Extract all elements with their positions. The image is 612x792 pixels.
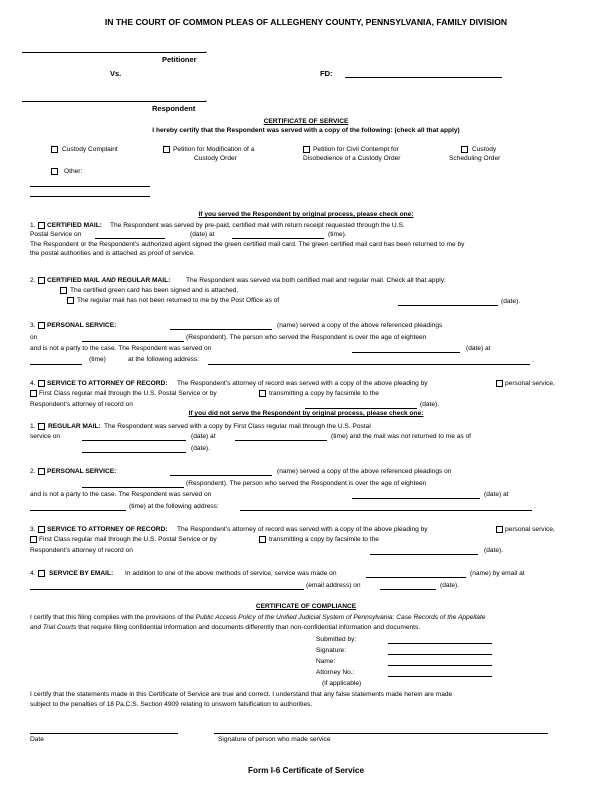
regular-mail-title: REGULAR MAIL: — [48, 423, 101, 430]
r2-date-at: (date) at — [484, 491, 509, 498]
personal-service-checkbox[interactable] — [38, 322, 45, 329]
s3-text-a: (name) served a copy of the above referenced pleadings — [277, 322, 443, 329]
r2-address-line[interactable] — [240, 510, 532, 511]
contempt-checkbox[interactable] — [303, 146, 310, 153]
s1-date-at: (date) at — [190, 231, 215, 238]
r2-text-b: (Respondent). The person who served the Respondent is over the age of eighteen — [186, 480, 427, 487]
s1-time-line[interactable] — [232, 238, 324, 239]
attorney-no-line[interactable] — [388, 676, 492, 677]
scheduling-order-checkbox[interactable] — [461, 146, 468, 153]
r3-attorney-title: SERVICE TO ATTORNEY OF RECORD: — [47, 526, 168, 533]
r3-first-class-label: First Class regular mail through the U.S. Postal Service or by — [39, 536, 217, 543]
r2-date-line[interactable] — [352, 498, 480, 499]
s3-on: on — [30, 334, 38, 341]
custody-complaint-checkbox[interactable] — [51, 146, 58, 153]
s1-text-4: the postal authorities and is attached as proof of service. — [30, 250, 195, 257]
r2-personal-service-checkbox[interactable] — [38, 468, 45, 475]
s3-time-line[interactable] — [30, 364, 82, 365]
r3-first-class-checkbox[interactable] — [30, 536, 37, 543]
r3-personal-checkbox[interactable] — [496, 526, 503, 533]
r4-name-label: (name) by email at — [470, 570, 525, 577]
certificate-intro: I hereby certify that the Respondent was served with a copy of the following: (check all that apply) — [152, 127, 460, 134]
compliance-line-1: I certify that this filing complies with the provisions of the Public Access Policy of the Unified Judicial System of Pennsylvania: Case Records of the Appellate — [30, 614, 486, 621]
respondent-label: Respondent — [152, 104, 196, 113]
s4-fax-checkbox[interactable] — [259, 390, 266, 397]
caption-comma-1: , — [205, 45, 208, 54]
s1-postal-on: Postal Service on — [30, 231, 82, 238]
final-statement-1: I certify that the statements made in this Certificate of Service are true and correct. I understand that any false statements made herein are made — [30, 691, 453, 698]
s4-number: 4. — [30, 380, 36, 387]
r1-service-on: service on — [30, 433, 61, 440]
s1-time: (time). — [328, 231, 347, 238]
s1-text-1: The Respondent was served by pre-paid, certified mail with return receipt requested through the U.S. — [110, 222, 405, 229]
s3-address-line[interactable] — [208, 364, 530, 365]
s3-name-line[interactable] — [170, 329, 272, 330]
r3-text-3: Respondent’s attorney of record on — [30, 547, 133, 554]
r1-date2-label: (date). — [191, 445, 211, 452]
other-line-1[interactable] — [30, 186, 150, 187]
r3-fax-checkbox[interactable] — [259, 536, 266, 543]
r1-date-at: (date) at — [191, 433, 216, 440]
regular-mail-checkbox[interactable] — [38, 423, 45, 430]
modification-label-2: Custody Order — [194, 155, 237, 162]
signature-line[interactable] — [388, 654, 492, 655]
s1-number: 1. — [30, 222, 36, 229]
submitted-by-line[interactable] — [388, 643, 492, 644]
r3-attorney-checkbox[interactable] — [38, 526, 45, 533]
s2-text: The Respondent was served via both certified mail and regular mail. Check all that apply: — [186, 277, 446, 284]
caption-comma-2: , — [205, 94, 208, 103]
s4-personal-label: personal service, — [505, 380, 555, 387]
s3-date-at: (date) at — [466, 345, 491, 352]
r2-time-line[interactable] — [30, 510, 126, 511]
compliance-title: CERTIFICATE OF COMPLIANCE — [255, 603, 357, 610]
r1-text: The Respondent was served with a copy by First Class regular mail through the U.S. Postal — [104, 423, 371, 430]
contempt-label-2: Disobedience of a Custody Order — [303, 155, 401, 162]
r2-name-line[interactable] — [170, 475, 272, 476]
s4-text-3: Respondent’s attorney of record on — [30, 401, 133, 408]
respondent-line[interactable] — [22, 101, 206, 102]
r2-respondent-line[interactable] — [82, 487, 184, 488]
s3-date-line[interactable] — [352, 352, 460, 353]
r4-email-line[interactable] — [30, 589, 304, 590]
s1-date-line[interactable] — [95, 238, 165, 239]
original-process-heading: If you served the Respondent by original process, please check one: — [198, 211, 414, 218]
r3-fax-label: transmitting a copy by facsimile to the — [269, 536, 379, 543]
r3-text: The Respondent’s attorney of record was served with a copy of the above pleading by — [177, 526, 428, 533]
fd-number-line[interactable] — [345, 77, 502, 78]
r1-number: 1. — [30, 423, 36, 430]
r4-date-label: (date). — [440, 582, 460, 589]
r1-date2-line[interactable] — [82, 452, 186, 453]
s3-address-label: at the following address: — [128, 356, 200, 363]
r3-date-label: (date). — [484, 547, 504, 554]
other-label: Other: — [64, 168, 83, 175]
s4-date-label: (date). — [420, 401, 440, 408]
r4-number: 4. — [30, 570, 36, 577]
attorney-service-title: SERVICE TO ATTORNEY OF RECORD: — [47, 380, 168, 387]
certificate-title: CERTIFICATE OF SERVICE — [263, 118, 349, 125]
certified-regular-title: CERTIFIED MAIL AND REGULAR MAIL: — [47, 277, 171, 284]
contempt-label-1: Petition for Civil Contempt for — [313, 146, 399, 153]
s4-date-line[interactable] — [305, 408, 417, 409]
r1-date-line[interactable] — [82, 440, 186, 441]
r1-tail: (time) and the mail was not returned to me as of — [331, 433, 471, 440]
s3-time: (time) — [89, 356, 106, 363]
r4-text: In addition to one of the above methods of service, service was made on — [125, 570, 337, 577]
r4-name-line[interactable] — [366, 577, 466, 578]
s3-address-dot: . — [532, 357, 534, 364]
court-title: IN THE COURT OF COMMON PLEAS OF ALLEGHENY COUNTY, PENNSYLVANIA, FAMILY DIVISION — [104, 17, 508, 27]
modification-checkbox[interactable] — [163, 146, 170, 153]
r4-date-line[interactable] — [380, 589, 436, 590]
r2-time: (time) at the following address: — [129, 503, 219, 510]
s4-fax-label: transmitting a copy by facsimile to the — [269, 390, 379, 397]
r1-time-line[interactable] — [235, 440, 327, 441]
green-card-label: The certified green card has been signed and is attached. — [70, 287, 239, 294]
personal-service-title: PERSONAL SERVICE: — [47, 322, 117, 329]
r3-personal-label: personal service, — [505, 526, 555, 533]
other-checkbox[interactable] — [51, 168, 58, 175]
petitioner-label: Petitioner — [162, 55, 197, 64]
s1-text-3: The Respondent or the Respondent’s authorized agent signed the green certified mail card. The green certified mail card has been returned to me by — [30, 241, 465, 248]
final-statement-2: subject to the penalties of 18 Pa.C.S. Section 4909 relating to unsworn falsification to authorities. — [30, 701, 313, 708]
certified-regular-checkbox[interactable] — [38, 277, 45, 284]
date-label: Date — [30, 736, 44, 743]
attorney-no-label: Attorney No.: — [316, 669, 355, 676]
s4-personal-checkbox[interactable] — [496, 380, 503, 387]
r3-date-line[interactable] — [370, 554, 478, 555]
r2-text-c: and is not a party to the case. The Respondent was served on — [30, 491, 212, 498]
email-service-title: SERVICE BY EMAIL: — [49, 570, 114, 577]
custody-complaint-label: Custody Complaint — [62, 146, 118, 153]
submitted-by-label: Submitted by: — [316, 636, 357, 643]
compliance-line-2: and Trial Courts that require filing confidential information and documents differently than non-confidential information and documents. — [30, 624, 421, 631]
regular-not-returned-label: The regular mail has not been returned to me by the Post Office as of — [77, 297, 280, 304]
s3-number: 3. — [30, 322, 36, 329]
s4-first-class-checkbox[interactable] — [30, 390, 37, 397]
s2-date-line[interactable] — [398, 305, 498, 306]
if-applicable-label: (if applicable) — [322, 680, 362, 687]
r3-number: 3. — [30, 526, 36, 533]
r2-text-a: (name) served a copy of the above referenced pleadings on — [277, 468, 452, 475]
other-line-2[interactable] — [30, 196, 150, 197]
form-title: Form I-6 Certificate of Service — [247, 766, 365, 775]
s3-respondent-line[interactable] — [82, 341, 184, 342]
name-label: Name: — [316, 658, 336, 665]
s3-text-c: and is not a party to the case. The Respondent was served on — [30, 345, 212, 352]
signature-of-server-line[interactable] — [214, 733, 548, 734]
scheduling-label-1: Custody — [472, 146, 497, 153]
s4-first-class-label: First Class regular mail through the U.S. Postal Service or by — [39, 390, 217, 397]
s4-text: The Respondent’s attorney of record was served with a copy of the above pleading by — [177, 380, 428, 387]
date-line[interactable] — [30, 733, 178, 734]
regular-not-returned-checkbox[interactable] — [67, 297, 74, 304]
s2-number: 2. — [30, 277, 36, 284]
r2-number: 2. — [30, 468, 36, 475]
attorney-service-checkbox[interactable] — [38, 380, 45, 387]
certified-mail-title: CERTIFIED MAIL: — [47, 222, 102, 229]
signature-label: Signature: — [316, 647, 347, 654]
fd-label: FD: — [320, 69, 333, 78]
signature-of-server-label: Signature of person who made service — [218, 736, 331, 743]
not-original-process-heading: If you did not serve the Respondent by original process, please check one: — [188, 410, 424, 417]
scheduling-label-2: Scheduling Order — [449, 155, 501, 162]
modification-label-1: Petition for Modification of a — [173, 146, 255, 153]
s3-text-b: (Respondent). The person who served the Respondent is over the age of eighteen — [186, 334, 427, 341]
vs-label: Vs. — [110, 69, 122, 78]
r2-address-dot: . — [534, 503, 536, 510]
name-line[interactable] — [388, 665, 492, 666]
r4-email-label: (email address) on — [306, 582, 361, 589]
email-service-checkbox[interactable] — [38, 570, 45, 577]
petitioner-line[interactable] — [22, 52, 206, 53]
green-card-checkbox[interactable] — [60, 287, 67, 294]
certified-mail-checkbox[interactable] — [38, 222, 45, 229]
r2-personal-service-title: PERSONAL SERVICE: — [47, 468, 117, 475]
s2-date-label: (date). — [501, 298, 521, 305]
